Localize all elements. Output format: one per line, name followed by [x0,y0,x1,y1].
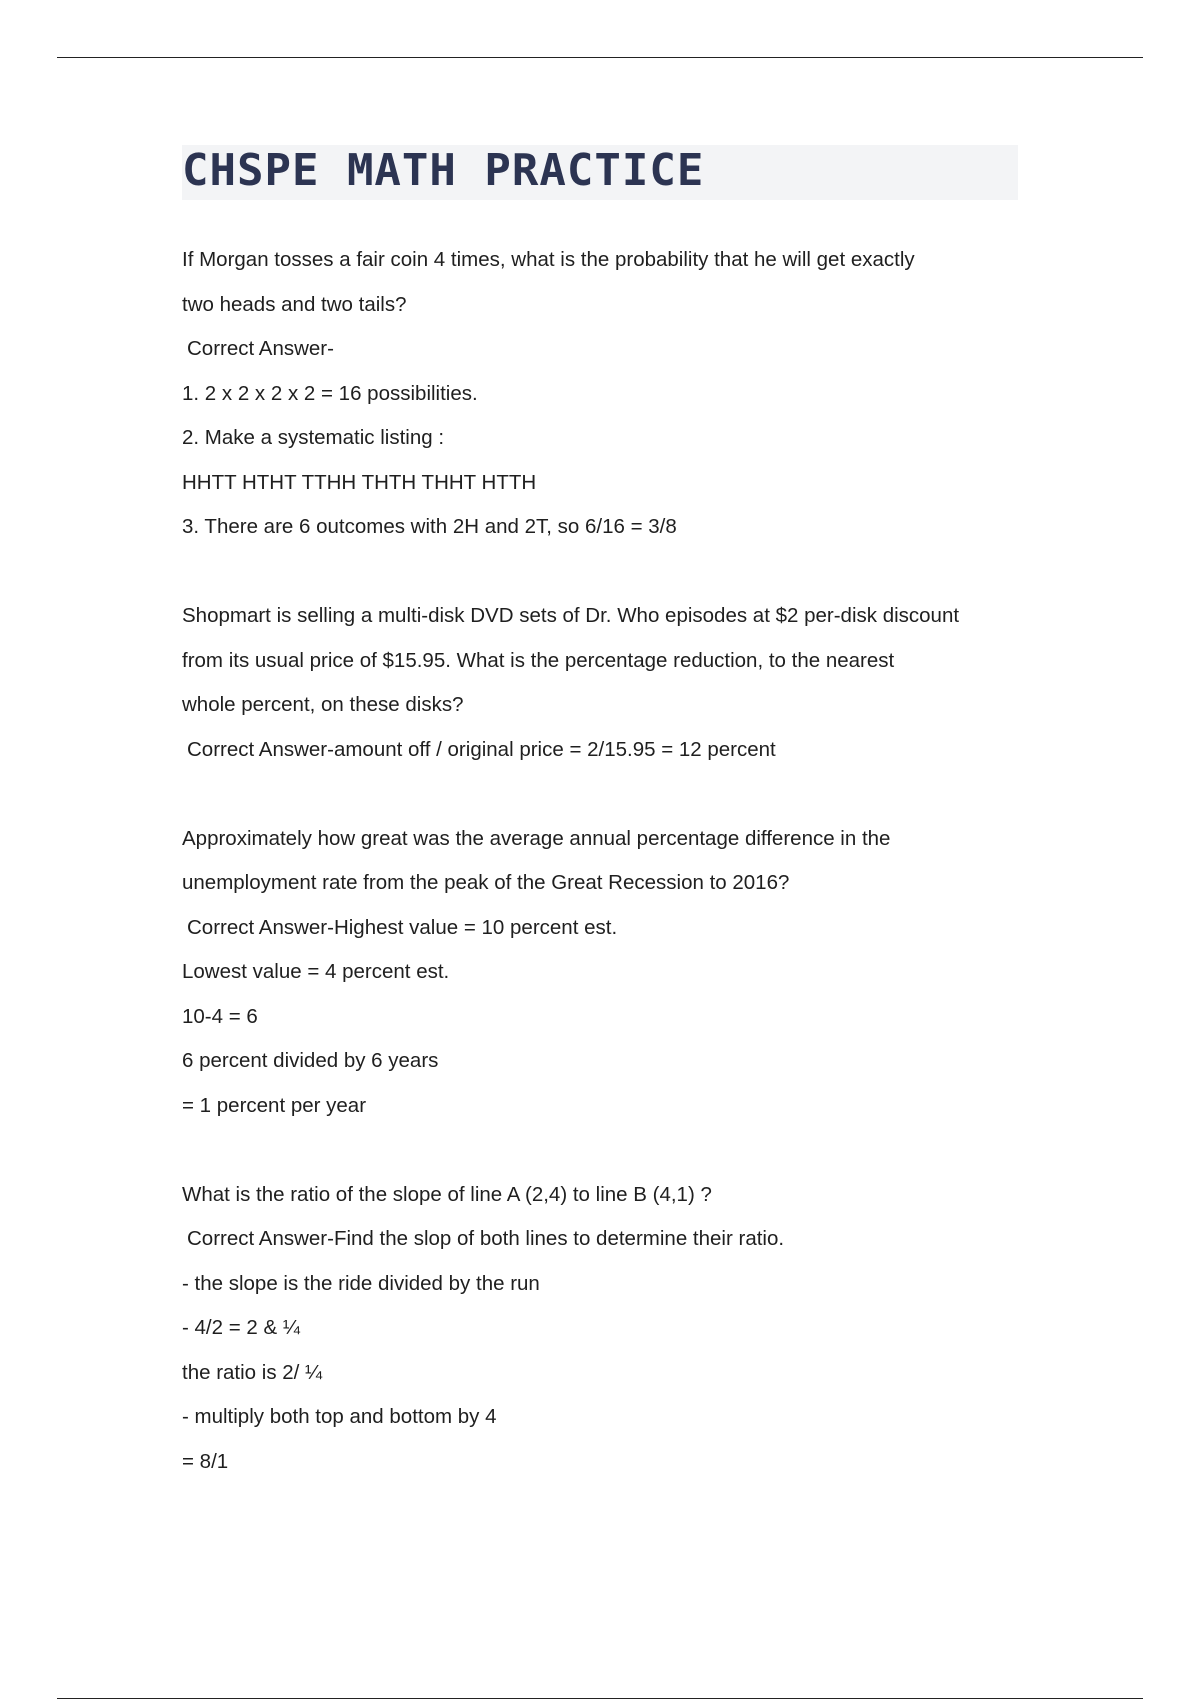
spacer [182,550,1032,595]
header-rule [57,57,1143,58]
question-block-2 [182,594,1032,772]
document-body [182,238,1032,1484]
question-block-1 [182,238,1032,550]
answer-line: Lowest value = 4 percent est. [182,960,450,983]
answer-line: - 4/2 = 2 & ¼ [182,1316,300,1339]
spacer [182,1128,1032,1173]
answer-line: 1. 2 x 2 x 2 x 2 = 16 possibilities. [182,381,478,405]
answer-line: - multiply both top and bottom by 4 [182,1405,497,1428]
question-block-4 [182,1173,1032,1485]
question-line: two heads and two tails? [182,292,407,316]
question-line: If Morgan tosses a fair coin 4 times, what is the probability that he will get exactly [182,248,915,271]
correct-answer-line: Correct Answer-Highest value = 10 percent est. [187,915,618,939]
question-line: Approximately how great was the average annual percentage difference in the [182,826,891,850]
spacer [182,772,1032,817]
question-line: Shopmart is selling a multi-disk DVD sets of Dr. Who episodes at $2 per-disk discount [182,604,960,627]
correct-answer-line: Correct Answer-amount off / original price = 2/15.95 = 12 percent [187,737,776,761]
footer-rule [57,1698,1143,1699]
question-line: What is the ratio of the slope of line A (2,4) to line B (4,1) ? [182,1182,712,1206]
question-block-3 [182,817,1032,1129]
answer-line: = 8/1 [182,1449,229,1473]
answer-line: 2. Make a systematic listing : [182,426,445,449]
question-line: whole percent, on these disks? [182,693,464,716]
answer-line: HHTT HTHT TTHH THTH THHT HTTH [182,470,537,494]
answer-line: 3. There are 6 outcomes with 2H and 2T, so 6/16 = 3/8 [182,515,677,538]
page-title: CHSPE MATH PRACTICE [182,145,705,196]
question-line: unemployment rate from the peak of the Great Recession to 2016? [182,871,790,894]
correct-answer-line: Correct Answer-Find the slop of both lines to determine their ratio. [187,1227,785,1250]
answer-line: 10-4 = 6 [182,1004,258,1028]
answer-line: 6 percent divided by 6 years [182,1049,439,1072]
question-line: from its usual price of $15.95. What is the percentage reduction, to the nearest [182,648,895,672]
correct-answer-label: Correct Answer- [187,337,334,360]
answer-line: - the slope is the ride divided by the run [182,1271,540,1295]
answer-line: the ratio is 2/ ¼ [182,1360,323,1384]
answer-line: = 1 percent per year [182,1093,367,1117]
